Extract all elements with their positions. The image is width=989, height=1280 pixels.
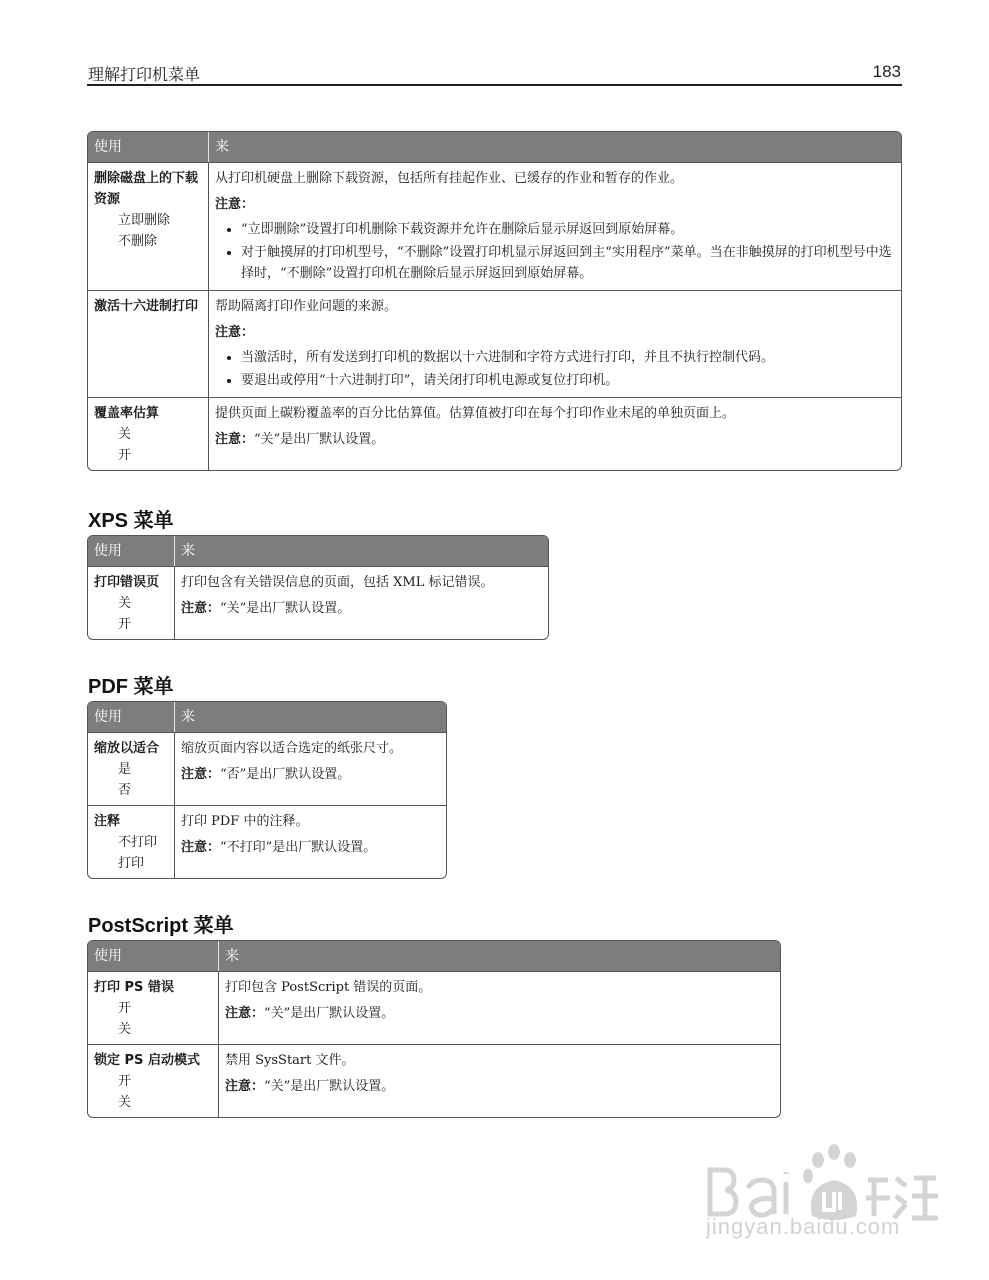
- menu-item-cell: [88, 732, 174, 805]
- menu-option: 打印: [118, 856, 145, 871]
- menu-item-name: 锁定 PS 启动模式: [94, 1053, 200, 1068]
- menu-item-cell: [88, 397, 208, 470]
- note-text: “否”是出厂默认设置。: [220, 767, 351, 782]
- description-text: 打印包含 PostScript 错误的页面。: [225, 980, 432, 995]
- column-header-to: 来: [174, 702, 446, 732]
- menu-table-pdf: [87, 701, 447, 879]
- menu-option: 关: [118, 1095, 132, 1110]
- menu-option: 关: [118, 596, 132, 611]
- menu-item-cell: [88, 1044, 218, 1117]
- column-header-use: 使用: [88, 702, 174, 732]
- table-row: [88, 732, 446, 805]
- table-row: [88, 971, 780, 1044]
- column-header-to: 来: [208, 132, 901, 162]
- column-header-use: 使用: [88, 536, 174, 566]
- menu-item-name: 缩放以适合: [94, 741, 160, 756]
- table-row: [88, 290, 901, 397]
- description-cell: [208, 397, 901, 470]
- note: [181, 764, 440, 785]
- menu-option: 开: [118, 1074, 132, 1089]
- menu-option: 开: [118, 617, 132, 632]
- description-text: 打印包含有关错误信息的页面，包括 XML 标记错误。: [181, 575, 494, 590]
- note-bullet: • “立即删除”设置打印机删除下载资源并允许在删除后显示屏返回到原始屏幕。: [241, 219, 895, 240]
- section-title-postscript: PostScript 菜单: [88, 915, 234, 937]
- table-row: [88, 397, 901, 470]
- menu-item-cell: [88, 805, 174, 878]
- menu-option: 否: [118, 783, 132, 798]
- description-cell: [208, 290, 901, 397]
- note: [215, 429, 895, 450]
- page-header-title: 理解打印机菜单: [88, 65, 201, 84]
- menu-item-name: 打印 PS 错误: [94, 980, 174, 995]
- description-cell: [218, 1044, 780, 1117]
- menu-option: 关: [118, 1022, 132, 1037]
- description-text: 缩放页面内容以适合选定的纸张尺寸。: [181, 741, 403, 756]
- description-text: 从打印机硬盘上删除下载资源，包括所有挂起作业、已缓存的作业和暂存的作业。: [215, 171, 684, 186]
- table-header-row: [88, 702, 446, 732]
- description-text: 提供页面上碳粉覆盖率的百分比估算值。估算值被打印在每个打印作业末尾的单独页面上。: [215, 406, 736, 421]
- watermark-text: jingyan.baidu.com: [706, 1214, 901, 1239]
- note-label: 注意：: [215, 197, 255, 212]
- menu-option: 关: [118, 427, 132, 442]
- note-bullet-list: [215, 347, 895, 391]
- column-header-use: 使用: [88, 941, 218, 971]
- menu-item-name: 激活十六进制打印: [94, 299, 199, 314]
- page-number: 183: [872, 62, 901, 81]
- note-text: “不打印”是出厂默认设置。: [220, 840, 377, 855]
- menu-item-cell: [88, 162, 208, 290]
- note-label: 注意：: [181, 601, 221, 616]
- menu-item-cell: [88, 566, 174, 639]
- menu-item-name: 覆盖率估算: [94, 406, 160, 421]
- menu-table-general: [87, 131, 902, 471]
- menu-option: 开: [118, 1001, 132, 1016]
- table-row: [88, 805, 446, 878]
- note-label: 注意：: [215, 432, 255, 447]
- menu-option: 不删除: [118, 234, 158, 249]
- menu-option: 立即删除: [118, 213, 171, 228]
- menu-table-xps: [87, 535, 549, 640]
- note-bullet: • 当激活时，所有发送到打印机的数据以十六进制和字符方式进行打印，并且不执行控制代码。: [241, 347, 895, 368]
- description-cell: [208, 162, 901, 290]
- table-row: [88, 1044, 780, 1117]
- menu-table-postscript: [87, 940, 781, 1118]
- menu-option: 不打印: [118, 835, 158, 850]
- note: [225, 1003, 774, 1024]
- table-header-row: [88, 132, 901, 162]
- table-header-row: [88, 941, 780, 971]
- column-header-use: 使用: [88, 132, 208, 162]
- description-cell: [174, 805, 446, 878]
- menu-item-name: 打印错误页: [94, 575, 160, 590]
- note-label: 注意：: [181, 767, 221, 782]
- menu-item-cell: [88, 971, 218, 1044]
- note-bullet: • 要退出或停用“十六进制打印”，请关闭打印机电源或复位打印机。: [241, 370, 895, 391]
- note-label: 注意：: [215, 325, 255, 340]
- description-cell: [174, 566, 548, 639]
- section-title-pdf: PDF 菜单: [88, 676, 174, 698]
- column-header-to: 来: [174, 536, 548, 566]
- description-cell: [218, 971, 780, 1044]
- note-label: 注意：: [181, 840, 221, 855]
- table-header-row: [88, 536, 548, 566]
- menu-item-name: 删除磁盘上的下载资源: [94, 171, 199, 207]
- note-text: “关”是出厂默认设置。: [264, 1006, 395, 1021]
- note-label: 注意：: [225, 1006, 265, 1021]
- description-text: 帮助隔离打印作业问题的来源。: [215, 299, 398, 314]
- menu-option: 开: [118, 448, 132, 463]
- section-title-xps: XPS 菜单: [88, 510, 174, 532]
- header-divider: [87, 84, 902, 86]
- description-cell: [174, 732, 446, 805]
- note-text: “关”是出厂默认设置。: [264, 1079, 395, 1094]
- note: [181, 837, 440, 858]
- note-bullet: • 对于触摸屏的打印机型号，“不删除”设置打印机显示屏返回到主“实用程序”菜单。当在非触摸屏的打印机型号中选择时，“不删除”设置打印机在删除后显示屏返回到原始屏幕。: [241, 242, 895, 284]
- description-text: 打印 PDF 中的注释。: [181, 814, 309, 829]
- note-text: “关”是出厂默认设置。: [220, 601, 351, 616]
- table-row: [88, 566, 548, 639]
- table-row: [88, 162, 901, 290]
- note: [225, 1076, 774, 1097]
- note-text: “关”是出厂默认设置。: [254, 432, 385, 447]
- menu-item-name: 注释: [94, 814, 121, 829]
- note-bullet-list: [215, 219, 895, 284]
- description-text: 禁用 SysStart 文件。: [225, 1053, 355, 1068]
- column-header-to: 来: [218, 941, 780, 971]
- note-label: 注意：: [225, 1079, 265, 1094]
- menu-option: 是: [118, 762, 132, 777]
- menu-item-cell: [88, 290, 208, 397]
- note: [181, 598, 542, 619]
